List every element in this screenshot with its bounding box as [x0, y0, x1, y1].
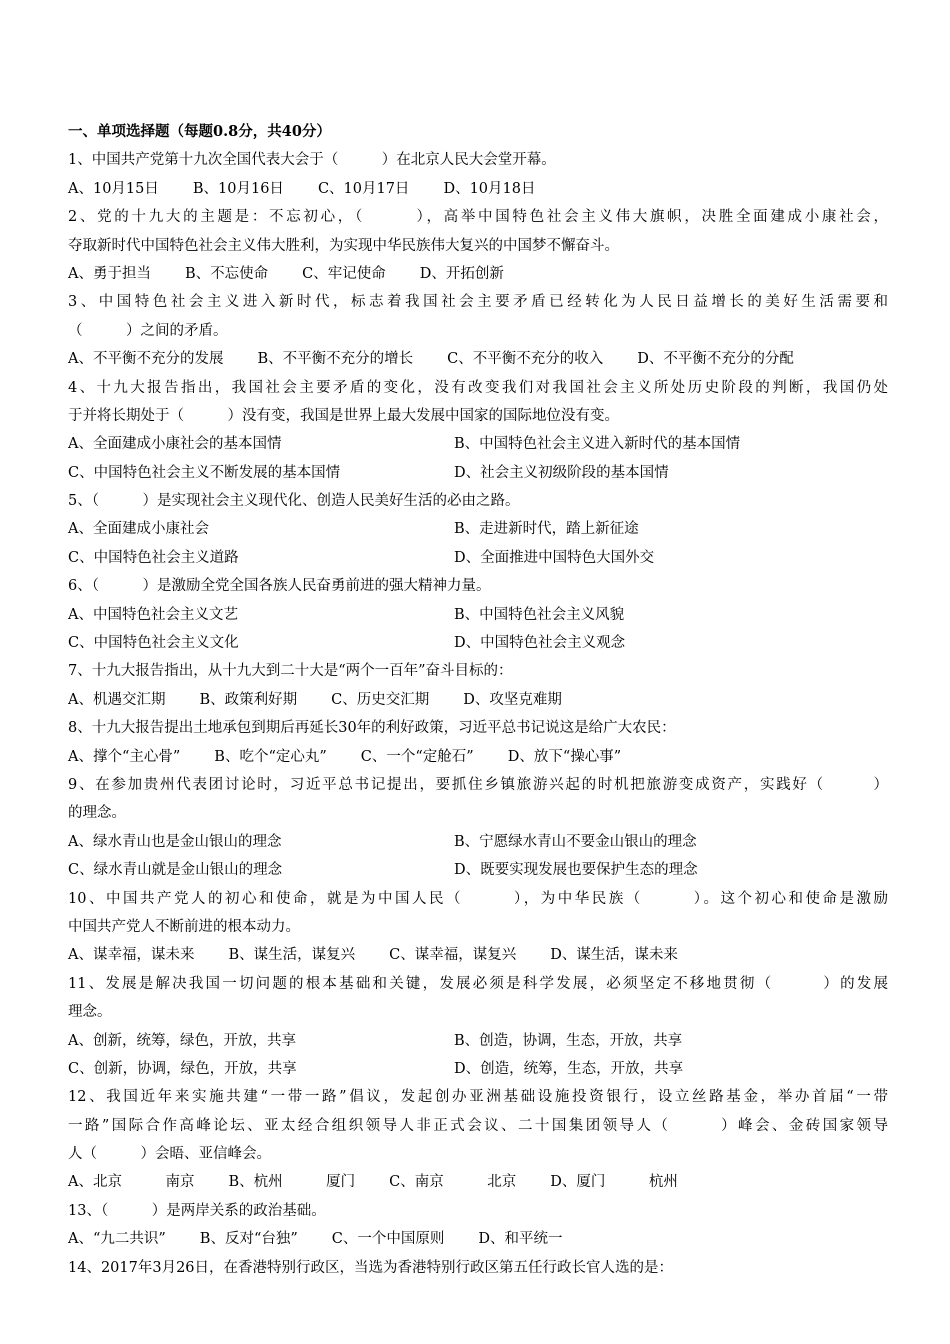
- option-b: B、谋生活，谋复兴: [228, 947, 356, 964]
- question-5-options-row-2: [68, 544, 888, 572]
- question-6-options-row-2: [68, 629, 888, 657]
- option-c: C、创新，协调，绿色，开放，共享: [68, 1060, 297, 1077]
- option-a: A、不平衡不充分的发展: [68, 351, 224, 368]
- question-9-options-row-1: [68, 828, 888, 856]
- question-11-stem-line-1: 11、发展是解决我国一切问题的根本基础和关键，发展必须是科学发展，必须坚定不移地贯彻（ ）的发展: [68, 975, 888, 992]
- option-d: D、不平衡不充分的分配: [637, 351, 794, 368]
- option-d: D、厦门 杭州: [550, 1174, 678, 1191]
- question-3-options: [68, 345, 888, 373]
- question-3-stem-line-2: （ ）之间的矛盾。: [68, 322, 228, 339]
- option-b: B、吃个“定心丸”: [214, 748, 327, 765]
- question-10-stem-line-2: 中国共产党人不断前进的根本动力。: [68, 918, 300, 935]
- question-12-stem-line-2: 一路”国际合作高峰论坛、亚太经合组织领导人非正式会议、二十国集团领导人（ ）峰会、金砖国家领导: [68, 1117, 888, 1134]
- option-a: A、中国特色社会主义文艺: [68, 606, 238, 623]
- question-11-options-row-2: [68, 1055, 888, 1083]
- option-a: A、10月15日: [68, 180, 159, 197]
- exam-content: [68, 118, 888, 1282]
- question-8-stem: 8、十九大报告提出土地承包到期后再延长30年的利好政策，习近平总书记说这是给广大农民：: [68, 720, 676, 737]
- question-13-options: [68, 1225, 888, 1253]
- question-8-options: [68, 743, 888, 771]
- option-c: C、不平衡不充分的收入: [447, 351, 604, 368]
- option-c: C、中国特色社会主义道路: [68, 549, 239, 566]
- option-a: A、北京 南京: [68, 1174, 195, 1191]
- question-11-options-row-1: [68, 1027, 888, 1055]
- question-11-stem-line-2: 理念。: [68, 1004, 112, 1021]
- option-a: A、“九二共识”: [68, 1231, 166, 1248]
- option-b: B、10月16日: [192, 180, 284, 197]
- question-12-options: [68, 1168, 888, 1196]
- question-2-options: [68, 260, 888, 288]
- option-c: C、10月17日: [317, 180, 410, 197]
- question-2-stem-line-2: 夺取新时代中国特色社会主义伟大胜利，为实现中华民族伟大复兴的中国梦不懈奋斗。: [68, 237, 619, 254]
- option-a: A、全面建成小康社会: [68, 521, 209, 538]
- question-14-stem: 14、2017年3月26日，在香港特别行政区，当选为香港特别行政区第五任行政长官人选的是：: [68, 1259, 674, 1276]
- question-7-stem: 7、十九大报告指出，从十九大到二十大是“两个一百年”奋斗目标的：: [68, 663, 513, 680]
- option-c: C、一个中国原则: [331, 1231, 445, 1248]
- option-b: B、反对“台独”: [199, 1231, 298, 1248]
- option-c: C、中国特色社会主义文化: [68, 635, 239, 652]
- question-4-stem-line-2: 于并将长期处于（ ）没有变，我国是世界上最大发展中国家的国际地位没有变。: [68, 407, 619, 424]
- question-4-stem-line-1: 4、十九大报告指出，我国社会主要矛盾的变化，没有改变我们对我国社会主义所处历史阶段的判断，我国仍处: [68, 379, 888, 396]
- question-9-options-row-2: [68, 856, 888, 884]
- option-b: B、中国特色社会主义进入新时代的基本国情: [454, 436, 741, 453]
- option-c: C、历史交汇期: [331, 691, 430, 708]
- option-c: C、南京 北京: [389, 1174, 517, 1191]
- question-4-options-row-2: [68, 459, 888, 487]
- option-b: B、不平衡不充分的增长: [257, 351, 414, 368]
- option-d: D、中国特色社会主义观念: [454, 635, 626, 652]
- section-title: 一、单项选择题（每题0.8分，共40分）: [68, 123, 331, 140]
- question-5-options-row-1: [68, 515, 888, 543]
- option-a: A、创新，统筹，绿色，开放，共享: [68, 1032, 296, 1049]
- option-d: D、社会主义初级阶段的基本国情: [454, 464, 669, 481]
- option-d: D、和平统一: [478, 1231, 563, 1248]
- option-b: B、宁愿绿水青山不要金山银山的理念: [454, 833, 697, 850]
- option-b: B、杭州 厦门: [228, 1174, 356, 1191]
- option-c: C、中国特色社会主义不断发展的基本国情: [68, 464, 341, 481]
- option-a: A、全面建成小康社会的基本国情: [68, 436, 282, 453]
- option-d: D、10月18日: [443, 180, 536, 197]
- option-a: A、勇于担当: [68, 265, 151, 282]
- option-b: B、中国特色社会主义风貌: [454, 606, 625, 623]
- question-1-stem: 1、中国共产党第十九次全国代表大会于（ ）在北京人民大会堂开幕。: [68, 152, 556, 169]
- option-d: D、攻坚克难期: [463, 691, 562, 708]
- option-d: D、放下“操心事”: [507, 748, 622, 765]
- question-12-stem-line-1: 12、我国近年来实施共建“一带一路”倡议，发起创办亚洲基础设施投资银行，设立丝路基金，举办首届“一带: [68, 1089, 888, 1106]
- question-5-stem: 5、（ ）是实现社会主义现代化、创造人民美好生活的必由之路。: [68, 493, 520, 510]
- option-d: D、全面推进中国特色大国外交: [454, 549, 655, 566]
- question-9-stem-line-1: 9、在参加贵州代表团讨论时，习近平总书记提出，要抓住乡镇旅游兴起的时机把旅游变成资产，实践好（ ）: [68, 776, 888, 793]
- option-b: B、政策利好期: [199, 691, 298, 708]
- option-a: A、机遇交汇期: [68, 691, 166, 708]
- question-1-options: [68, 175, 888, 203]
- question-7-options: [68, 686, 888, 714]
- option-c: C、牢记使命: [302, 265, 386, 282]
- option-a: A、谋幸福，谋未来: [68, 947, 195, 964]
- question-2-stem-line-1: 2、党的十九大的主题是：不忘初心，（ ），高举中国特色社会主义伟大旗帜，决胜全面建成小康社会，: [68, 209, 888, 226]
- option-a: A、绿水青山也是金山银山的理念: [68, 833, 282, 850]
- question-6-options-row-1: [68, 601, 888, 629]
- option-d: D、开拓创新: [419, 265, 504, 282]
- option-d: D、谋生活，谋未来: [550, 947, 678, 964]
- option-c: C、一个“定舱石”: [360, 748, 474, 765]
- option-d: D、既要实现发展也要保护生态的理念: [454, 862, 698, 879]
- question-6-stem: 6、（ ）是激励全党全国各族人民奋勇前进的强大精神力量。: [68, 578, 491, 595]
- option-b: B、不忘使命: [184, 265, 269, 282]
- question-10-stem-line-1: 10、中国共产党人的初心和使命，就是为中国人民（ ），为中华民族（ ）。这个初心和使命是激励: [68, 890, 888, 907]
- option-b: B、走进新时代，踏上新征途: [454, 521, 639, 538]
- question-10-options: [68, 941, 888, 969]
- question-9-stem-line-2: 的理念。: [68, 805, 126, 822]
- question-13-stem: 13、（ ）是两岸关系的政治基础。: [68, 1202, 326, 1219]
- question-12-stem-line-3: 人（ ）会晤、亚信峰会。: [68, 1146, 271, 1163]
- option-c: C、谋幸福，谋复兴: [389, 947, 517, 964]
- option-d: D、创造，统筹，生态，开放，共享: [454, 1060, 684, 1077]
- option-b: B、创造，协调，生态，开放，共享: [454, 1032, 683, 1049]
- option-a: A、撑个“主心骨”: [68, 748, 181, 765]
- option-c: C、绿水青山就是金山银山的理念: [68, 862, 283, 879]
- question-3-stem-line-1: 3、中国特色社会主义进入新时代，标志着我国社会主要矛盾已经转化为人民日益增长的美好生活需要和: [68, 294, 888, 311]
- question-4-options-row-1: [68, 430, 888, 458]
